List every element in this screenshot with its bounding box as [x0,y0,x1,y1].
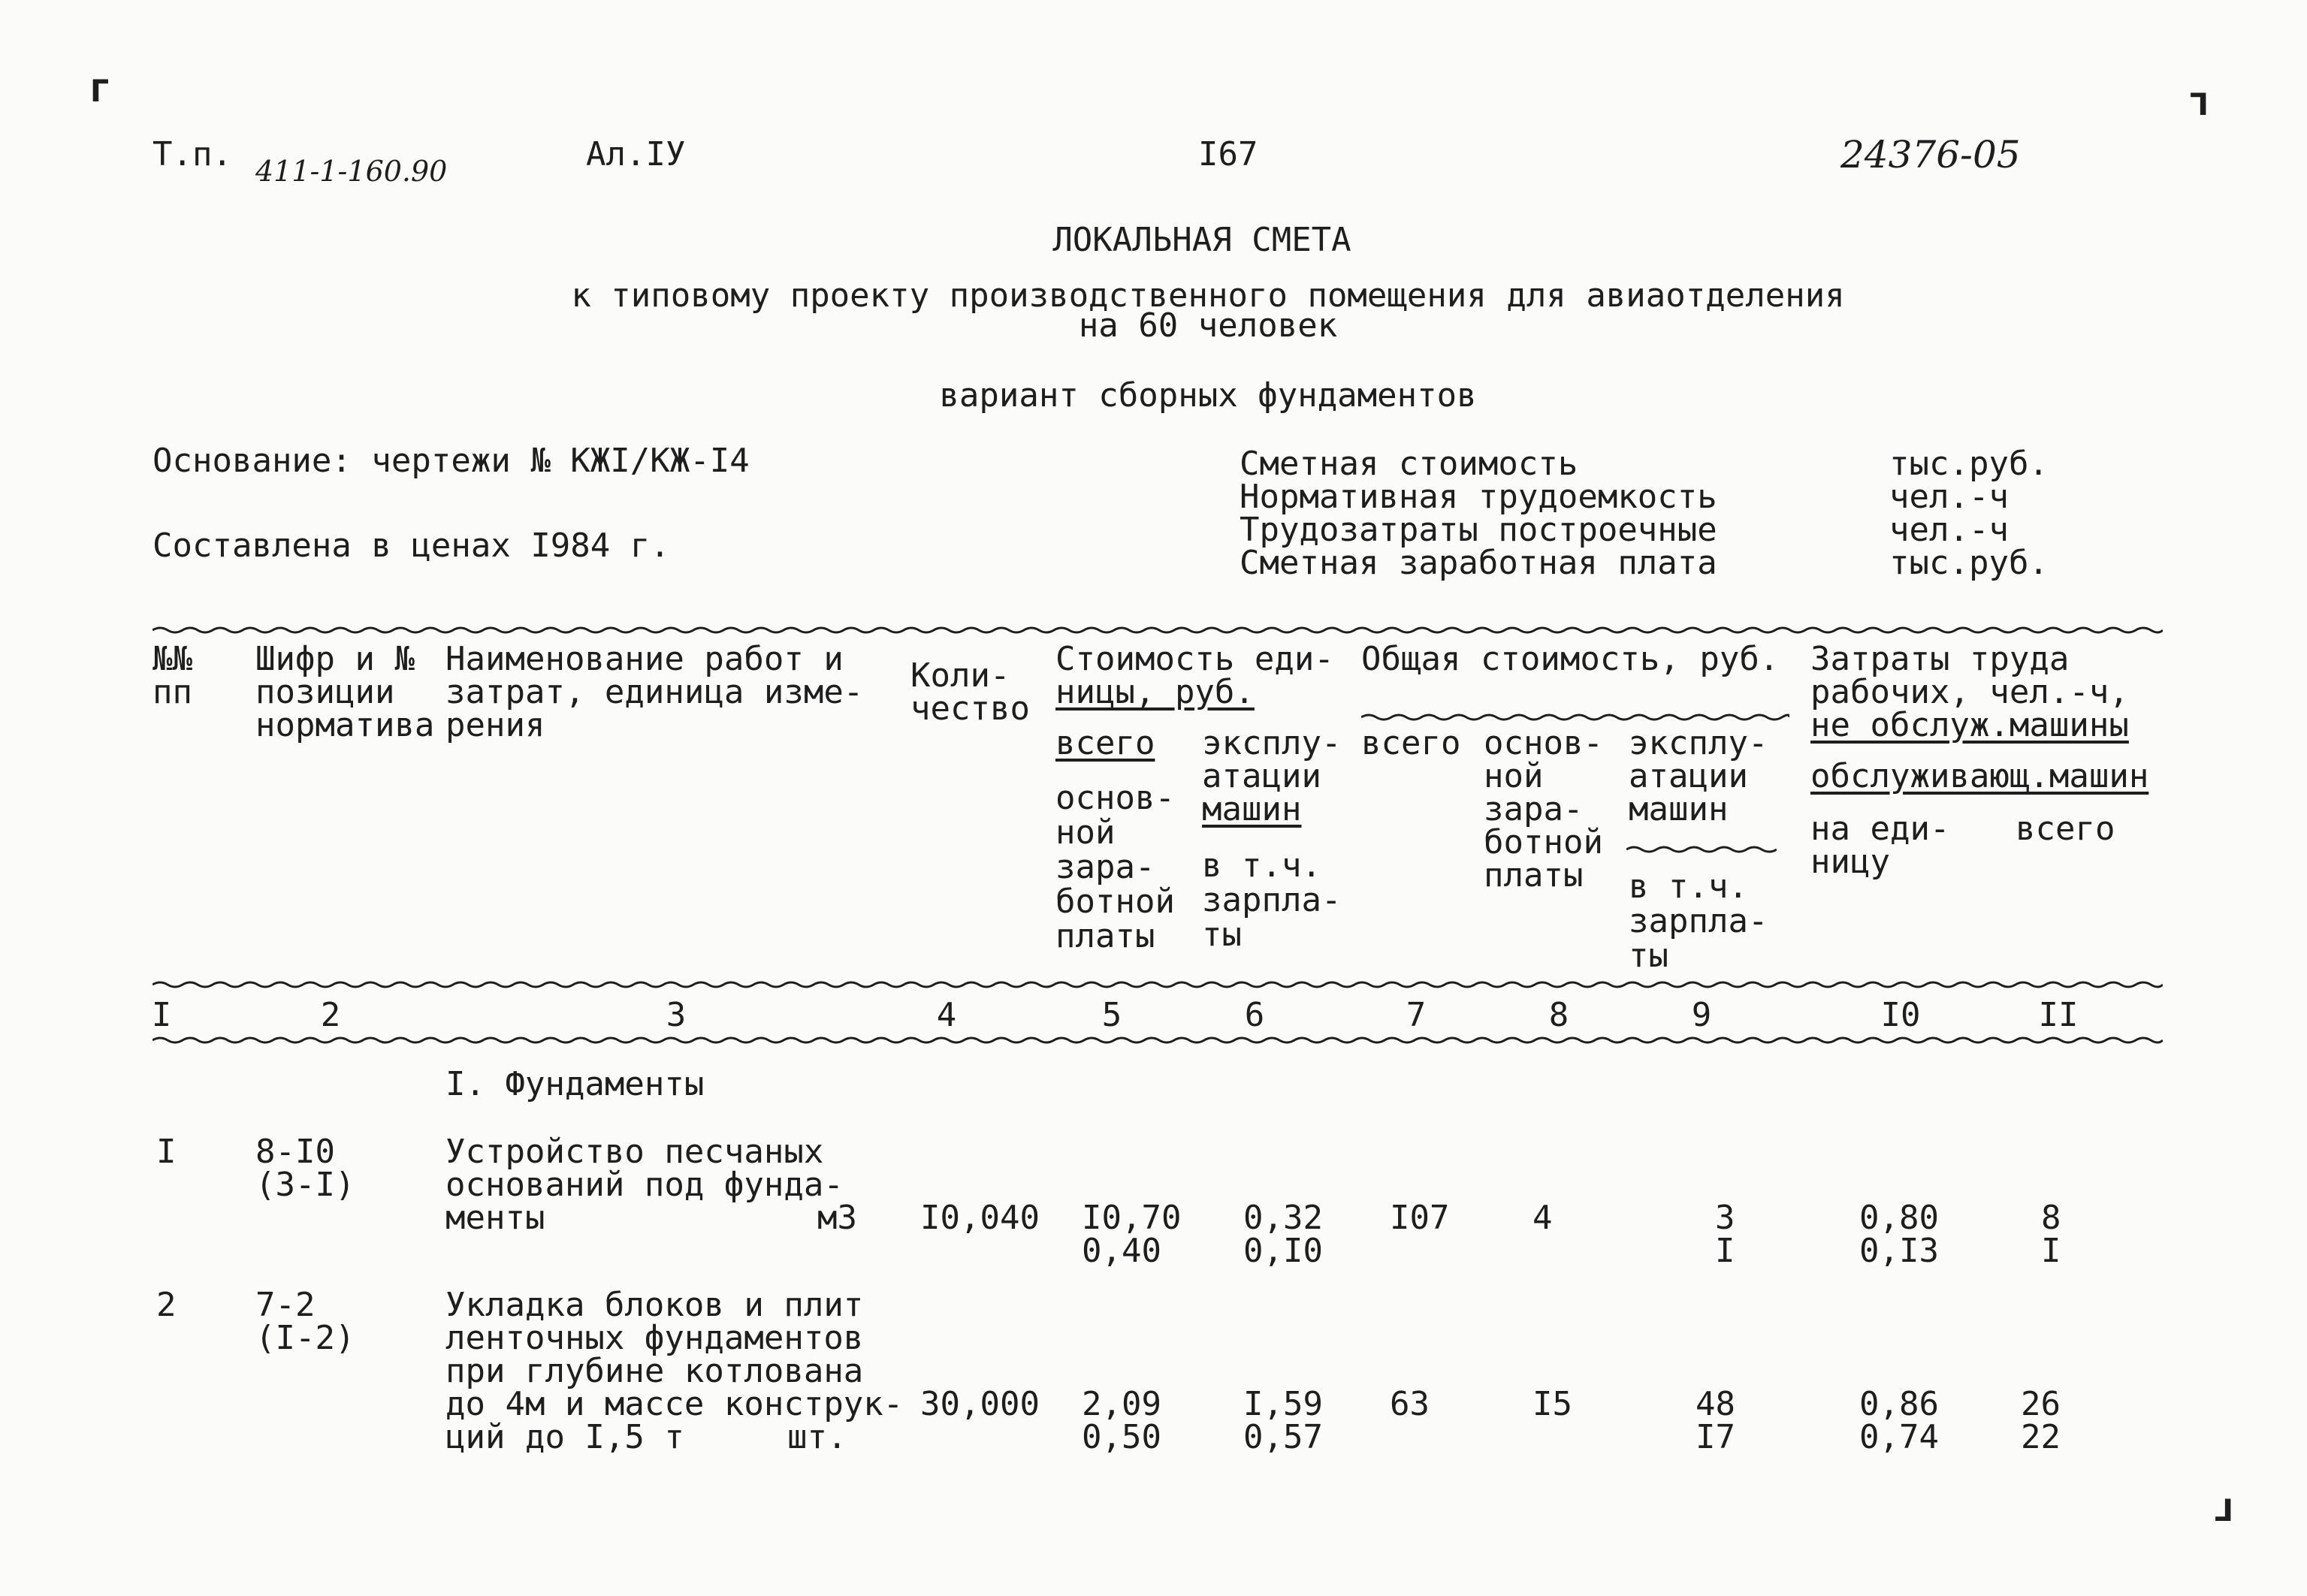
album-label: Ал.IУ [586,135,686,173]
summary-label: Сметная стоимость [1240,445,1578,483]
col9-divider [1626,844,1777,855]
column-number: 2 [320,996,341,1034]
summary-unit: чел.-ч [1889,511,2009,549]
col-header-unit-machines: эксплу- атации [1202,724,1342,795]
col-header-code: Шифр и № позиции норматива [255,640,435,744]
title-line-2: на 60 человек [1078,306,1338,345]
row-unit: шт. [787,1418,847,1456]
summary-label: Нормативная трудоемкость [1240,478,1717,516]
summary-unit: тыс.руб. [1889,544,2049,582]
row-number: I [156,1133,177,1171]
row-code: 7-2 (I-2) [255,1286,355,1357]
column-numbers-bottom-rule [152,1035,2163,1045]
row-name: Укладка блоков и плит ленточных фундаментов при глубине котлована до 4м и массе конструк- ций до I,5 т [445,1286,904,1456]
row-number: 2 [156,1286,177,1324]
row-unit-machines: 0,32 0,I0 [1243,1199,1323,1270]
document-number: 24376-05 [1840,133,2021,176]
labor-header: Затраты труда рабочих, чел.-ч, [1810,640,2129,711]
summary-label: Трудозатраты построечные [1240,511,1717,549]
row-total: I07 [1390,1199,1450,1237]
col-header-quantity: Коли- чество [910,656,1030,728]
col-header-name: Наименование работ и затрат, единица изме- рения [445,640,864,744]
col-header-total-wage: основ- ной зара- ботной платы [1484,724,1603,895]
table-top-rule [152,625,2163,635]
col-header-unit-machines-2: машин [1202,790,1302,828]
corner-mark-bottom-right: ᒧ [2215,1494,2234,1528]
row-total: 63 [1390,1385,1430,1423]
column-number: I [151,996,172,1034]
tp-number: 411-1-160.90 [255,155,448,188]
row-unit: м3 [817,1199,857,1237]
row-code: 8-I0 (3-I) [255,1133,355,1204]
row-name: Устройство песчаных оснований под фунда- менты [445,1133,844,1237]
corner-mark-top-left: ᒥ [90,74,110,109]
summary-unit: чел.-ч [1889,478,2009,516]
col-header-total-machine-wage: в т.ч. зарпла- ты [1629,867,1768,975]
col-header-unit-machine-wage: в т.ч. зарпла- ты [1202,846,1342,954]
table-header-bottom-rule [152,979,2163,990]
basis-prices: Составлена в ценах I984 г. [152,526,670,565]
column-number: 8 [1548,996,1569,1034]
unit-cost-header-2: ницы, руб. [1055,673,1255,711]
total-cost-divider [1361,712,1789,723]
labor-header-not-serving: не обслуж.машины [1810,706,2129,744]
col-header-per-unit: на еди- ницу [1810,810,1950,881]
row-labor-per-unit: 0,80 0,I3 [1859,1199,1939,1270]
row-unit-cost: I0,70 0,40 [1082,1199,1182,1270]
corner-mark-top-right: ᒣ [2190,88,2209,122]
col-header-unit-total: всего [1055,724,1155,762]
labor-header-serving: обслуживающ.машин [1810,757,2149,795]
row-labor-total: 8 I [2041,1199,2061,1270]
column-number: 3 [666,996,687,1034]
variant-title: вариант сборных фундаментов [939,376,1477,415]
row-labor-per-unit: 0,86 0,74 [1859,1385,1939,1456]
col-header-unit-wage: основ- ной зара- ботной платы [1055,779,1175,955]
title-line-1: к типовому проекту производственного помещения для авиаотделения [571,276,1845,315]
row-quantity: 30,000 [920,1385,1040,1423]
summary-label: Сметная заработная плата [1240,544,1717,582]
row-total-wage: 4 [1532,1199,1553,1237]
col-header-labor-total: всего [2016,810,2115,848]
row-unit-cost: 2,09 0,50 [1082,1385,1161,1456]
column-number: 9 [1691,996,1712,1034]
col-header-total: всего [1361,724,1461,762]
row-total-machines: 48 I7 [1696,1385,1735,1456]
row-labor-total: 26 22 [2021,1385,2061,1456]
column-number: I0 [1880,996,1921,1034]
document-title: ЛОКАЛЬНАЯ СМЕТА [1052,221,1351,259]
col-header-total-machines: эксплу- атации машин [1629,724,1768,828]
basis-drawings: Основание: чертежи № КЖI/КЖ-I4 [152,442,750,480]
section-title: I. Фундаменты [445,1065,705,1103]
summary-unit: тыс.руб. [1889,445,2049,483]
column-number: 6 [1244,996,1265,1034]
column-number: 4 [936,996,957,1034]
row-total-wage: I5 [1532,1385,1572,1423]
row-quantity: I0,040 [920,1199,1040,1237]
row-unit-machines: I,59 0,57 [1243,1385,1323,1456]
row-total-machines: 3 I [1715,1199,1735,1270]
column-number: 7 [1406,996,1427,1034]
tp-prefix: Т.п. [152,135,232,173]
column-number: II [2038,996,2079,1034]
col-header-number: №№ пп [152,640,192,711]
unit-cost-header: Стоимость еди- [1055,640,1334,678]
total-cost-header: Общая стоимость, руб. [1361,640,1780,678]
column-number: 5 [1101,996,1122,1034]
page-number: I67 [1198,135,1258,173]
